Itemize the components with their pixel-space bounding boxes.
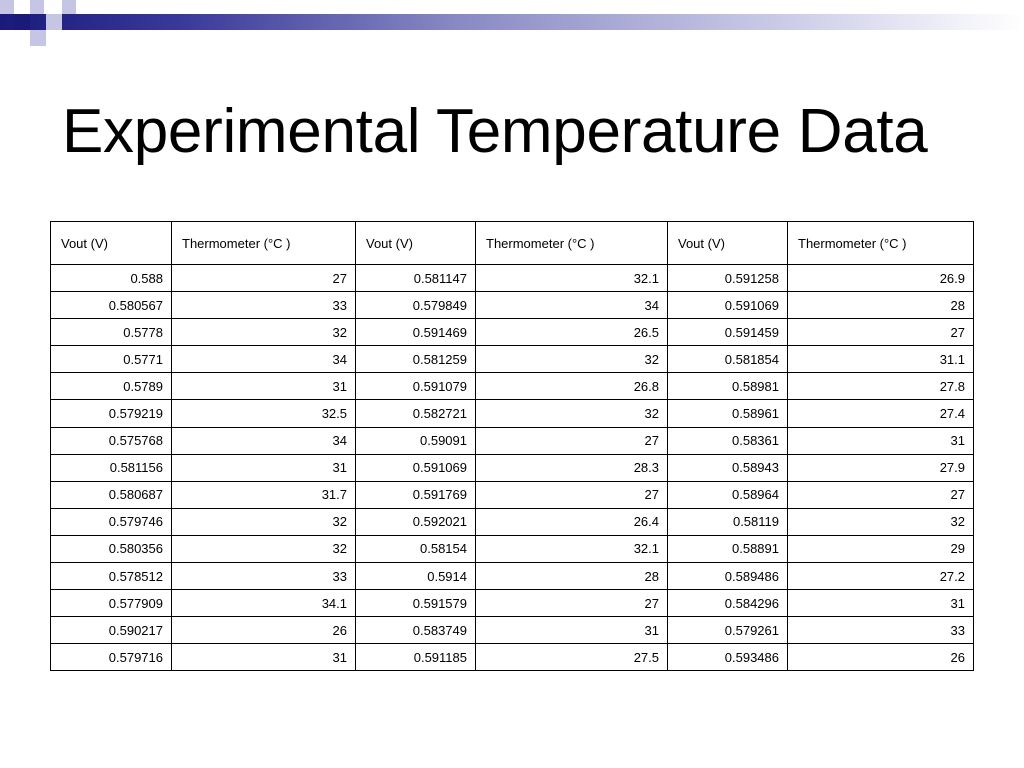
cell-vout: 0.577909 bbox=[51, 590, 172, 617]
cell-vout: 0.5771 bbox=[51, 346, 172, 373]
cell-thermometer: 34.1 bbox=[172, 590, 356, 617]
cell-vout: 0.579849 bbox=[356, 292, 476, 319]
cell-thermometer: 26.5 bbox=[476, 319, 668, 346]
table-row bbox=[51, 590, 974, 617]
cell-thermometer: 32.5 bbox=[172, 400, 356, 427]
cell-vout: 0.5778 bbox=[51, 319, 172, 346]
cell-thermometer: 32 bbox=[788, 508, 974, 535]
cell-thermometer: 27 bbox=[788, 481, 974, 508]
cell-vout: 0.581854 bbox=[668, 346, 788, 373]
cell-thermometer: 27.5 bbox=[476, 644, 668, 671]
decor-square-white bbox=[0, 30, 14, 46]
cell-vout: 0.5789 bbox=[51, 373, 172, 400]
cell-thermometer: 31 bbox=[788, 590, 974, 617]
temperature-data-table bbox=[50, 221, 974, 671]
cell-vout: 0.593486 bbox=[668, 644, 788, 671]
cell-thermometer: 34 bbox=[476, 292, 668, 319]
cell-vout: 0.588 bbox=[51, 265, 172, 292]
cell-vout: 0.575768 bbox=[51, 427, 172, 454]
cell-vout: 0.579261 bbox=[668, 617, 788, 644]
cell-vout: 0.579746 bbox=[51, 508, 172, 535]
header-thermometer: Thermometer (°C ) bbox=[476, 222, 668, 265]
table-row bbox=[51, 265, 974, 292]
cell-vout: 0.583749 bbox=[356, 617, 476, 644]
cell-thermometer: 32 bbox=[476, 346, 668, 373]
cell-thermometer: 26.4 bbox=[476, 508, 668, 535]
table-row bbox=[51, 563, 974, 590]
cell-vout: 0.591469 bbox=[356, 319, 476, 346]
cell-vout: 0.580687 bbox=[51, 481, 172, 508]
header-gradient-bar bbox=[0, 14, 1024, 30]
cell-thermometer: 32 bbox=[476, 400, 668, 427]
decor-square bbox=[0, 0, 14, 14]
table-row bbox=[51, 346, 974, 373]
table-body bbox=[51, 265, 974, 671]
table-row bbox=[51, 644, 974, 671]
decor-square bbox=[30, 30, 46, 46]
cell-thermometer: 27 bbox=[476, 427, 668, 454]
decor-square bbox=[46, 14, 62, 30]
table-row bbox=[51, 400, 974, 427]
cell-thermometer: 29 bbox=[788, 535, 974, 562]
cell-thermometer: 27 bbox=[476, 590, 668, 617]
cell-thermometer: 32 bbox=[172, 508, 356, 535]
cell-thermometer: 26 bbox=[172, 617, 356, 644]
cell-vout: 0.578512 bbox=[51, 563, 172, 590]
cell-thermometer: 34 bbox=[172, 346, 356, 373]
cell-vout: 0.591579 bbox=[356, 590, 476, 617]
cell-vout: 0.591069 bbox=[668, 292, 788, 319]
cell-vout: 0.591069 bbox=[356, 454, 476, 481]
decor-square bbox=[62, 0, 76, 14]
decor-square bbox=[30, 0, 44, 14]
header-thermometer: Thermometer (°C ) bbox=[788, 222, 974, 265]
cell-thermometer: 31 bbox=[172, 644, 356, 671]
cell-thermometer: 27.9 bbox=[788, 454, 974, 481]
cell-thermometer: 28.3 bbox=[476, 454, 668, 481]
cell-vout: 0.591769 bbox=[356, 481, 476, 508]
cell-vout: 0.582721 bbox=[356, 400, 476, 427]
cell-thermometer: 31 bbox=[172, 454, 356, 481]
cell-thermometer: 31.7 bbox=[172, 481, 356, 508]
cell-vout: 0.58154 bbox=[356, 535, 476, 562]
cell-vout: 0.590217 bbox=[51, 617, 172, 644]
cell-vout: 0.584296 bbox=[668, 590, 788, 617]
cell-vout: 0.591459 bbox=[668, 319, 788, 346]
cell-thermometer: 32.1 bbox=[476, 265, 668, 292]
cell-vout: 0.580356 bbox=[51, 535, 172, 562]
cell-thermometer: 27.4 bbox=[788, 400, 974, 427]
cell-vout: 0.58943 bbox=[668, 454, 788, 481]
cell-vout: 0.592021 bbox=[356, 508, 476, 535]
table-row bbox=[51, 508, 974, 535]
cell-thermometer: 33 bbox=[172, 563, 356, 590]
table-row bbox=[51, 319, 974, 346]
cell-thermometer: 31.1 bbox=[788, 346, 974, 373]
cell-thermometer: 26 bbox=[788, 644, 974, 671]
cell-vout: 0.581147 bbox=[356, 265, 476, 292]
cell-thermometer: 26.8 bbox=[476, 373, 668, 400]
cell-thermometer: 32.1 bbox=[476, 535, 668, 562]
table-row bbox=[51, 373, 974, 400]
cell-vout: 0.5914 bbox=[356, 563, 476, 590]
cell-vout: 0.581259 bbox=[356, 346, 476, 373]
table-row bbox=[51, 617, 974, 644]
header-thermometer: Thermometer (°C ) bbox=[172, 222, 356, 265]
cell-vout: 0.58891 bbox=[668, 535, 788, 562]
cell-thermometer: 27 bbox=[788, 319, 974, 346]
table-row bbox=[51, 454, 974, 481]
slide-title: Experimental Temperature Data bbox=[62, 97, 928, 166]
cell-vout: 0.58119 bbox=[668, 508, 788, 535]
cell-thermometer: 32 bbox=[172, 319, 356, 346]
cell-thermometer: 31 bbox=[172, 373, 356, 400]
cell-thermometer: 33 bbox=[172, 292, 356, 319]
cell-thermometer: 34 bbox=[172, 427, 356, 454]
cell-thermometer: 33 bbox=[788, 617, 974, 644]
cell-vout: 0.579716 bbox=[51, 644, 172, 671]
cell-thermometer: 31 bbox=[788, 427, 974, 454]
cell-vout: 0.589486 bbox=[668, 563, 788, 590]
cell-thermometer: 26.9 bbox=[788, 265, 974, 292]
cell-vout: 0.58361 bbox=[668, 427, 788, 454]
cell-thermometer: 27 bbox=[476, 481, 668, 508]
table-row bbox=[51, 292, 974, 319]
cell-vout: 0.58981 bbox=[668, 373, 788, 400]
header-vout: Vout (V) bbox=[668, 222, 788, 265]
cell-thermometer: 27.2 bbox=[788, 563, 974, 590]
cell-vout: 0.59091 bbox=[356, 427, 476, 454]
decor-square-dark bbox=[14, 14, 30, 30]
cell-vout: 0.581156 bbox=[51, 454, 172, 481]
cell-thermometer: 27 bbox=[172, 265, 356, 292]
cell-vout: 0.591079 bbox=[356, 373, 476, 400]
cell-thermometer: 28 bbox=[476, 563, 668, 590]
table-row bbox=[51, 535, 974, 562]
cell-vout: 0.58961 bbox=[668, 400, 788, 427]
table-row bbox=[51, 481, 974, 508]
table-header-row bbox=[51, 222, 974, 265]
header-vout: Vout (V) bbox=[356, 222, 476, 265]
cell-vout: 0.591258 bbox=[668, 265, 788, 292]
cell-thermometer: 28 bbox=[788, 292, 974, 319]
cell-vout: 0.591185 bbox=[356, 644, 476, 671]
cell-thermometer: 27.8 bbox=[788, 373, 974, 400]
table-row bbox=[51, 427, 974, 454]
cell-vout: 0.58964 bbox=[668, 481, 788, 508]
cell-vout: 0.580567 bbox=[51, 292, 172, 319]
cell-thermometer: 31 bbox=[476, 617, 668, 644]
header-vout: Vout (V) bbox=[51, 222, 172, 265]
cell-thermometer: 32 bbox=[172, 535, 356, 562]
cell-vout: 0.579219 bbox=[51, 400, 172, 427]
